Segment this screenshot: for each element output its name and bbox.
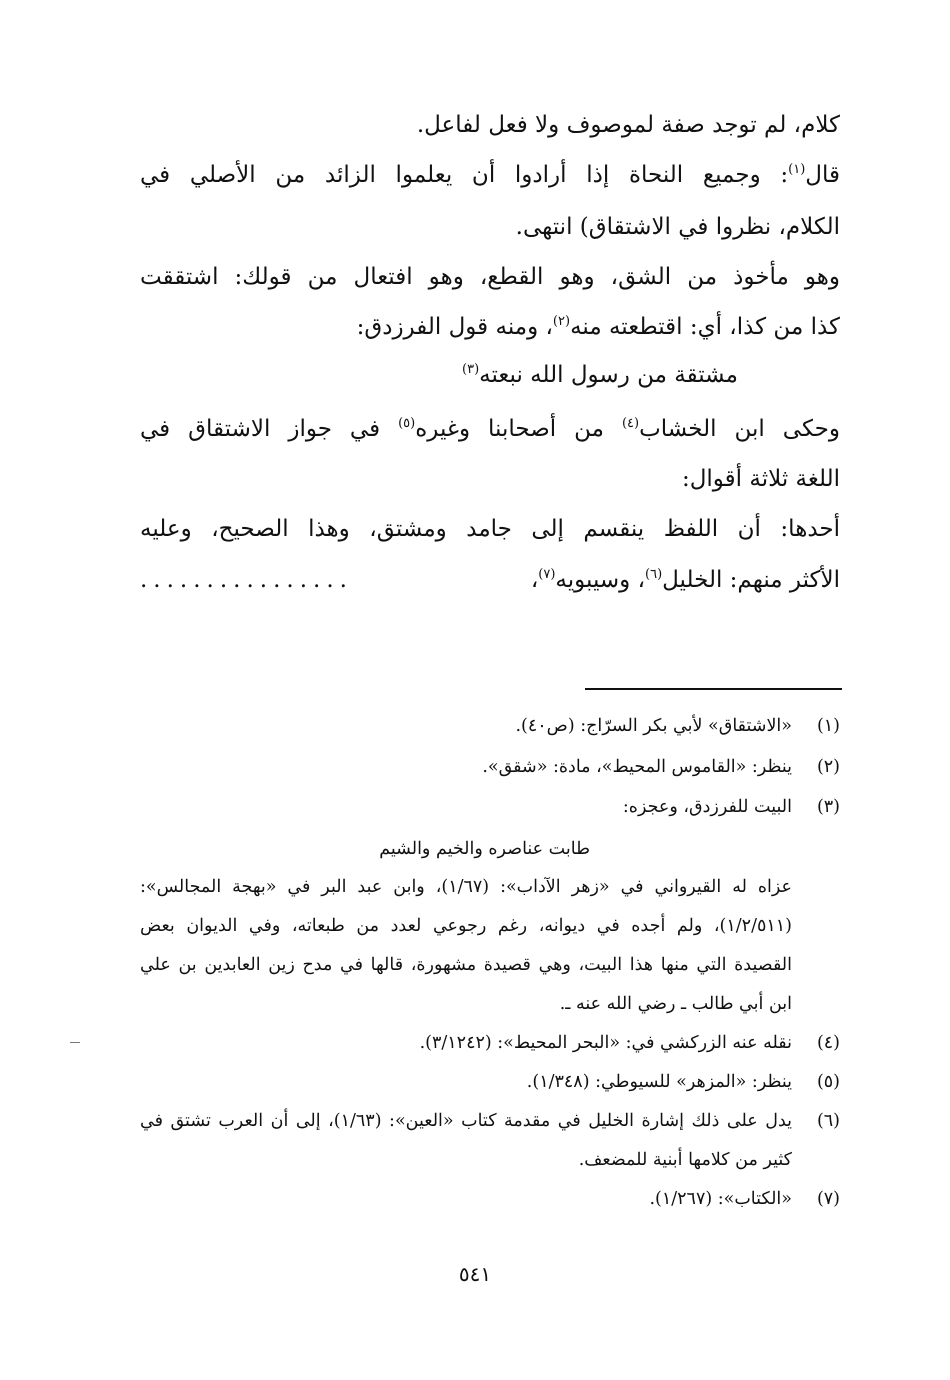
footnote-4-text: نقله عنه الزركشي في: «البحر المحيط»: (٣/١٢٤٢). [419, 1033, 792, 1053]
footnote-ref-2: (٢) [552, 314, 571, 329]
footnote-3-line-2: (١/٢/٥١١)، ولم أجده في ديوانه، رغم رجوعي لعدد من طبعاته، وفي الديوان بعض [140, 916, 792, 936]
footnote-1-number: (١) [816, 716, 840, 736]
footnote-3-text: البيت للفرزدق، وعجزه: [622, 797, 792, 817]
body-line-5: كذا من كذا، أي: اقتطعته منه$^{(٢)}$، ومنه قول الفرزدق: [356, 314, 840, 340]
footnote-ref-7: (٧) [538, 567, 556, 582]
footnote-2-text: ينظر: «القاموس المحيط»، مادة: «شقق». [482, 757, 792, 777]
footnote-3-line-3: القصيدة التي منها هذا البيت، وهي قصيدة مشهورة، قالها في مدح زين العابدين بن علي [140, 955, 792, 975]
footnote-3-line-4: ابن أبي طالب ـ رضي الله عنه ـ. [559, 994, 792, 1014]
body-line-7: وحكى ابن الخشاب$^{(٤)}$ من أصحابنا وغيره$^{(٥)}$ في جواز الاشتقاق في [140, 416, 841, 442]
footnote-ref-6: (٦) [645, 567, 663, 582]
page-number: ٥٤١ [458, 1262, 492, 1286]
footnote-ref-1: (١) [788, 162, 806, 177]
footnote-3-line-1: عزاه له القيرواني في «زهر الآداب»: (١/٦٧)، وابن عبد البر في «بهجة المجالس»: [140, 877, 792, 897]
footnote-ref-3: (٣) [462, 362, 480, 377]
body-line-3: الكلام، نظروا في الاشتقاق) انتهى. [515, 214, 840, 240]
footnote-6-line-1: يدل على ذلك إشارة الخليل في مقدمة كتاب «العين»: (١/٦٣)، إلى أن العرب تشتق في [140, 1111, 792, 1131]
body-line-10: الأكثر منهم: الخليل$^{(٦)}$، وسيبويه$^{(٧)}$، [530, 567, 840, 593]
footnote-ref-5: (٥) [398, 416, 416, 431]
body-line-1: كلام، لم توجد صفة لموصوف ولا فعل لفاعل. [416, 112, 840, 138]
footnote-4-number: (٤) [816, 1033, 840, 1053]
body-line-8: اللغة ثلاثة أقوال: [681, 466, 840, 492]
footnote-6-line-2: كثير من كلامها أبنية للمضعف. [578, 1150, 792, 1170]
footnote-separator [585, 688, 842, 690]
footnote-2-number: (٢) [816, 757, 840, 777]
footnote-1-text: «الاشتقاق» لأبي بكر السرّاج: (ص٤٠). [515, 716, 792, 736]
footnote-7-text: «الكتاب»: (١/٢٦٧). [649, 1189, 792, 1209]
footnote-7-number: (٧) [816, 1189, 840, 1209]
footnote-6-number: (٦) [816, 1111, 840, 1131]
footnote-5-text: ينظر: «المزهر» للسيوطي: (١/٣٤٨). [526, 1072, 792, 1092]
verse-line: مشتقة من رسول الله نبعته$^{(٣)}$ [462, 362, 738, 388]
scan-mark [70, 1042, 80, 1043]
body-line-2: قال$^{(١)}$: وجميع النحاة إذا أرادوا أن يعلموا الزائد من الأصلي في [140, 162, 840, 188]
footnote-3-number: (٣) [816, 797, 840, 817]
body-line-4: وهو مأخوذ من الشق، وهو القطع، وهو افتعال من قولك: اشتققت [140, 264, 840, 290]
footnote-5-number: (٥) [816, 1072, 840, 1092]
leader-dots: ................ [140, 567, 353, 593]
body-line-9: أحدها: أن اللفظ ينقسم إلى جامد ومشتق، وهذا الصحيح، وعليه [140, 516, 840, 542]
footnote-3-verse: طابت عناصره والخيم والشيم [379, 839, 590, 859]
footnote-ref-4: (٤) [621, 416, 640, 431]
